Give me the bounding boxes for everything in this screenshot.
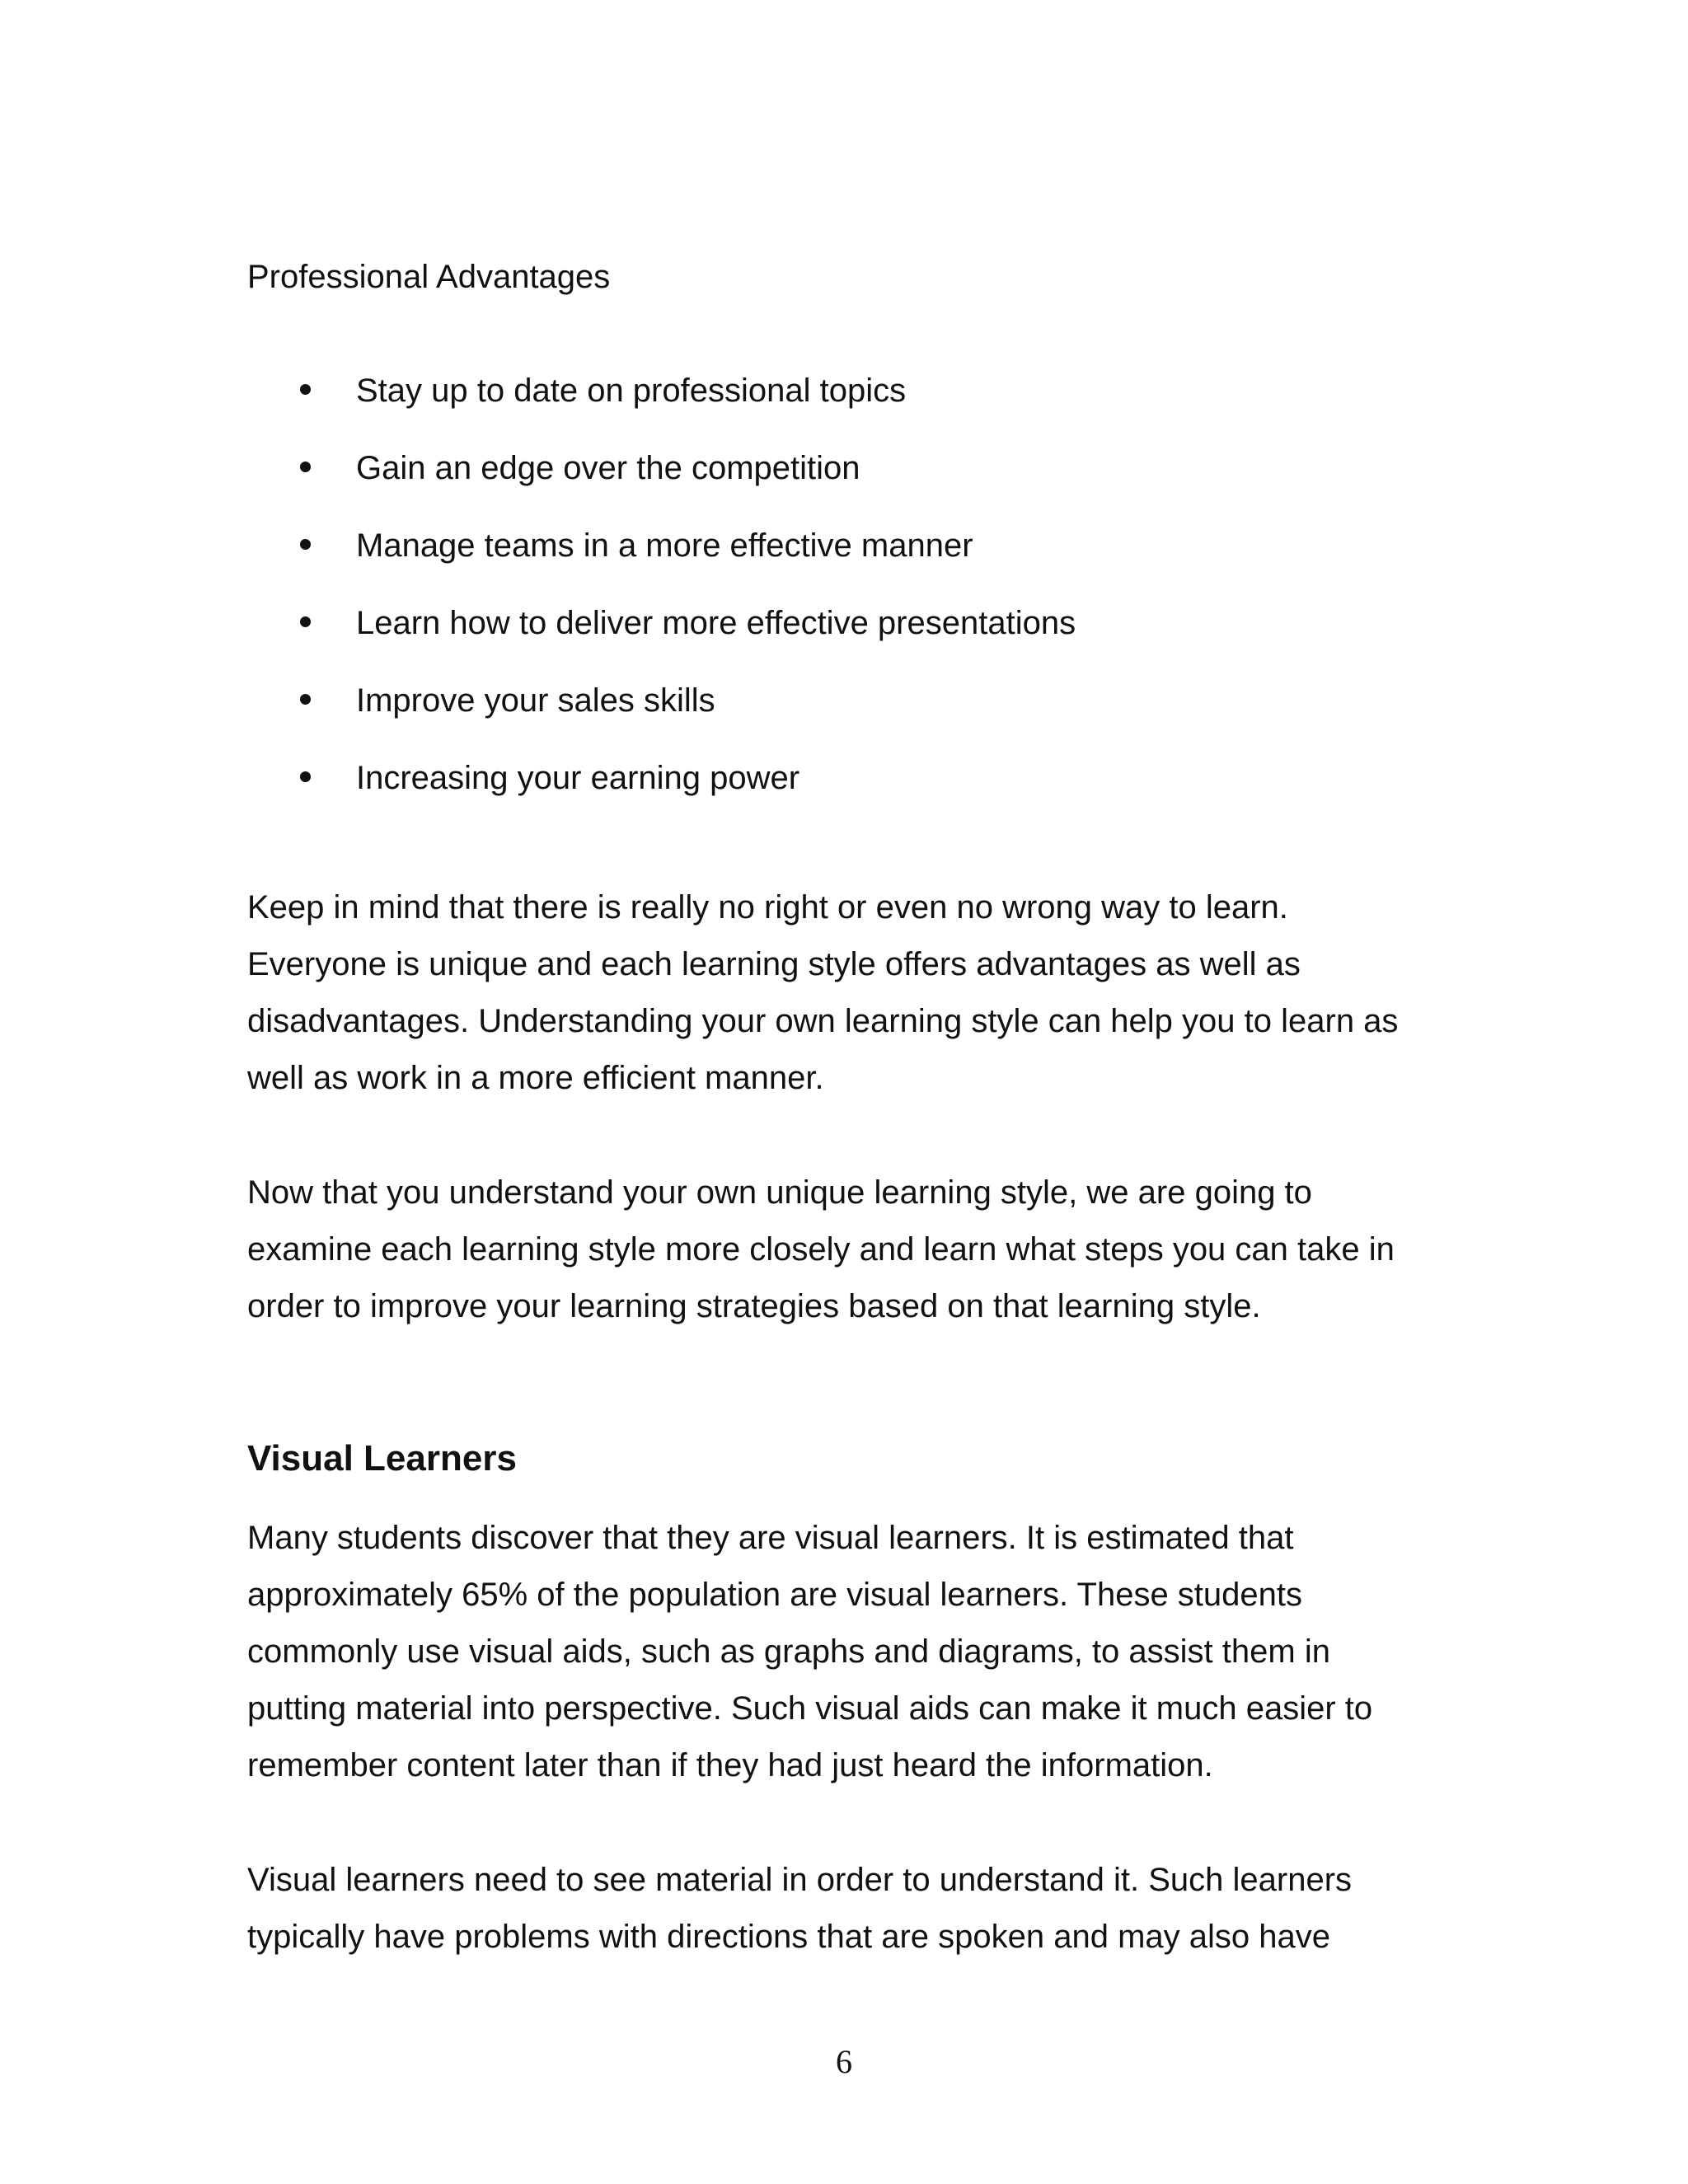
bullet-icon [300, 771, 311, 782]
bullet-icon [300, 462, 311, 472]
paragraph-line: commonly use visual aids, such as graphs and diagrams, to assist them in [247, 1633, 1330, 1670]
paragraph-visual-learners-intro [247, 1510, 1372, 1794]
list-item-text: Increasing your earning power [356, 760, 800, 796]
paragraph-line: Many students discover that they are visual learners. It is estimated that [247, 1520, 1294, 1556]
list-item-text: Manage teams in a more effective manner [356, 527, 973, 564]
list-item-text: Improve your sales skills [356, 682, 715, 719]
paragraph-line: Everyone is unique and each learning style offers advantages as well as [247, 946, 1301, 982]
list-item-text: Gain an edge over the competition [356, 450, 860, 486]
paragraph-line: approximately 65% of the population are visual learners. These students [247, 1577, 1303, 1613]
bullet-icon [300, 616, 311, 627]
section-label: Professional Advantages [247, 259, 611, 295]
paragraph-line: order to improve your learning strategies based on that learning style. [247, 1288, 1261, 1324]
paragraph-line: Visual learners need to see material in order to understand it. Such learners [247, 1862, 1353, 1898]
bullet-icon [300, 694, 311, 705]
paragraph-examine-styles [247, 1165, 1395, 1335]
bullet-icon [300, 539, 311, 550]
paragraph-line: Now that you understand your own unique learning style, we are going to [247, 1174, 1312, 1211]
page-number: 6 [836, 2043, 852, 2080]
paragraph-line: disadvantages. Understanding your own learning style can help you to learn as [247, 1003, 1399, 1039]
paragraph-visual-learners-needs [247, 1852, 1352, 1966]
paragraph-line: remember content later than if they had just heard the information. [247, 1747, 1213, 1783]
list-item-text: Stay up to date on professional topics [356, 373, 907, 409]
paragraph-line: putting material into perspective. Such visual aids can make it much easier to [247, 1690, 1373, 1727]
paragraph-line: Keep in mind that there is really no right or even no wrong way to learn. [247, 889, 1288, 926]
paragraph-line: well as work in a more efficient manner. [247, 1060, 824, 1096]
paragraph-line: typically have problems with directions that are spoken and may also have [247, 1919, 1331, 1955]
paragraph-learning-no-right-way [247, 879, 1398, 1107]
section-heading: Visual Learners [247, 1438, 517, 1479]
list-item-text: Learn how to deliver more effective presentations [356, 605, 1076, 641]
paragraph-line: examine each learning style more closely and learn what steps you can take in [247, 1231, 1395, 1268]
bullet-icon [300, 384, 311, 395]
